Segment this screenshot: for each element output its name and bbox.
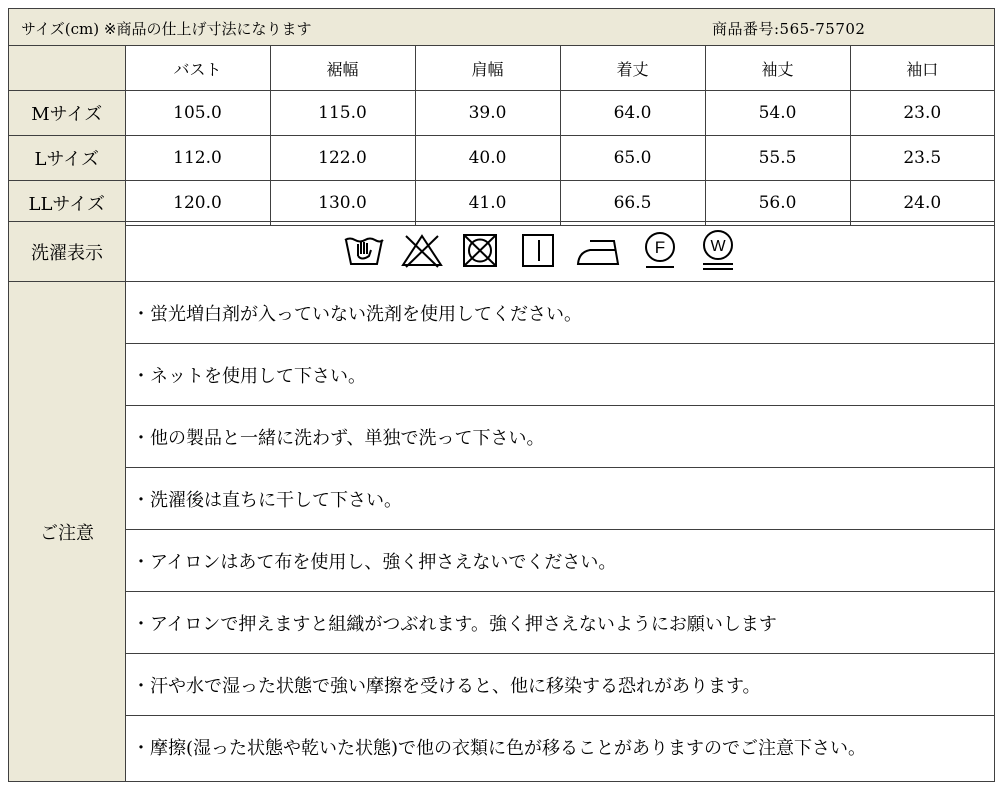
washing-label: 洗濯表示: [9, 222, 126, 281]
notes-section: [9, 282, 994, 781]
list-item: ・アイロンで押えますと組織がつぶれます。強く押さえないようにお願いします: [126, 592, 994, 654]
table-cell: 65.0: [560, 136, 705, 181]
svg-text:F: F: [654, 238, 666, 257]
svg-text:W: W: [710, 238, 726, 255]
size-table-corner: [9, 46, 125, 91]
table-cell: 55.5: [705, 136, 850, 181]
list-item: ・洗濯後は直ちに干して下さい。: [126, 468, 994, 530]
table-cell: 54.0: [705, 91, 850, 136]
hand-wash-icon: [342, 230, 386, 274]
washing-row: [9, 221, 994, 282]
list-item: ・アイロンはあて布を使用し、強く押さえないでください。: [126, 530, 994, 592]
line-dry-icon: [516, 230, 560, 274]
list-item: ・汗や水で湿った状態で強い摩擦を受けると、他に移染する恐れがあります。: [126, 654, 994, 716]
table-row: [9, 136, 994, 181]
table-cell: 24.0: [850, 181, 994, 226]
table-cell: 56.0: [705, 181, 850, 226]
table-cell: 115.0: [270, 91, 415, 136]
size-table: [9, 46, 994, 226]
list-item: ・他の製品と一緒に洗わず、単独で洗って下さい。: [126, 406, 994, 468]
table-row: [9, 91, 994, 136]
table-cell: 66.5: [560, 181, 705, 226]
column-header-bust: バスト: [125, 46, 270, 91]
table-cell: 130.0: [270, 181, 415, 226]
table-cell: 23.5: [850, 136, 994, 181]
list-item: ・蛍光増白剤が入っていない洗剤を使用してください。: [126, 282, 994, 344]
table-cell: 39.0: [415, 91, 560, 136]
size-chart-panel: [8, 8, 995, 782]
no-tumble-dry-icon: [458, 230, 502, 274]
column-header-sleeve-length: 袖丈: [705, 46, 850, 91]
table-cell: 112.0: [125, 136, 270, 181]
list-item: ・ネットを使用して下さい。: [126, 344, 994, 406]
table-cell: 40.0: [415, 136, 560, 181]
iron-icon: [574, 230, 624, 274]
list-item: ・摩擦(湿った状態や乾いた状態)で他の衣類に色が移ることがありますのでご注意下さい。: [132, 738, 867, 759]
table-row: [9, 181, 994, 226]
size-label: LLサイズ: [9, 181, 125, 226]
notes-label: ご注意: [9, 282, 126, 781]
dry-clean-f-icon: [638, 229, 682, 275]
table-cell: 41.0: [415, 181, 560, 226]
product-number: 商品番号:565-75702: [712, 20, 866, 38]
header-bar: [9, 9, 994, 46]
notes-list: [126, 282, 994, 778]
wet-clean-w-icon: [696, 228, 740, 276]
column-header-hem-width: 裾幅: [270, 46, 415, 91]
table-cell: 64.0: [560, 91, 705, 136]
size-label: Mサイズ: [9, 91, 125, 136]
table-cell: 122.0: [270, 136, 415, 181]
column-header-shoulder-width: 肩幅: [415, 46, 560, 91]
table-cell: 105.0: [125, 91, 270, 136]
column-header-length: 着丈: [560, 46, 705, 91]
size-label: Lサイズ: [9, 136, 125, 181]
care-symbols: [342, 230, 754, 274]
no-bleach-icon: [400, 230, 444, 274]
table-cell: 120.0: [125, 181, 270, 226]
size-chart-title: サイズ(cm) ※商品の仕上げ寸法になります: [21, 20, 312, 38]
column-header-cuff: 袖口: [850, 46, 994, 91]
size-table-header-row: [9, 46, 994, 91]
table-cell: 23.0: [850, 91, 994, 136]
